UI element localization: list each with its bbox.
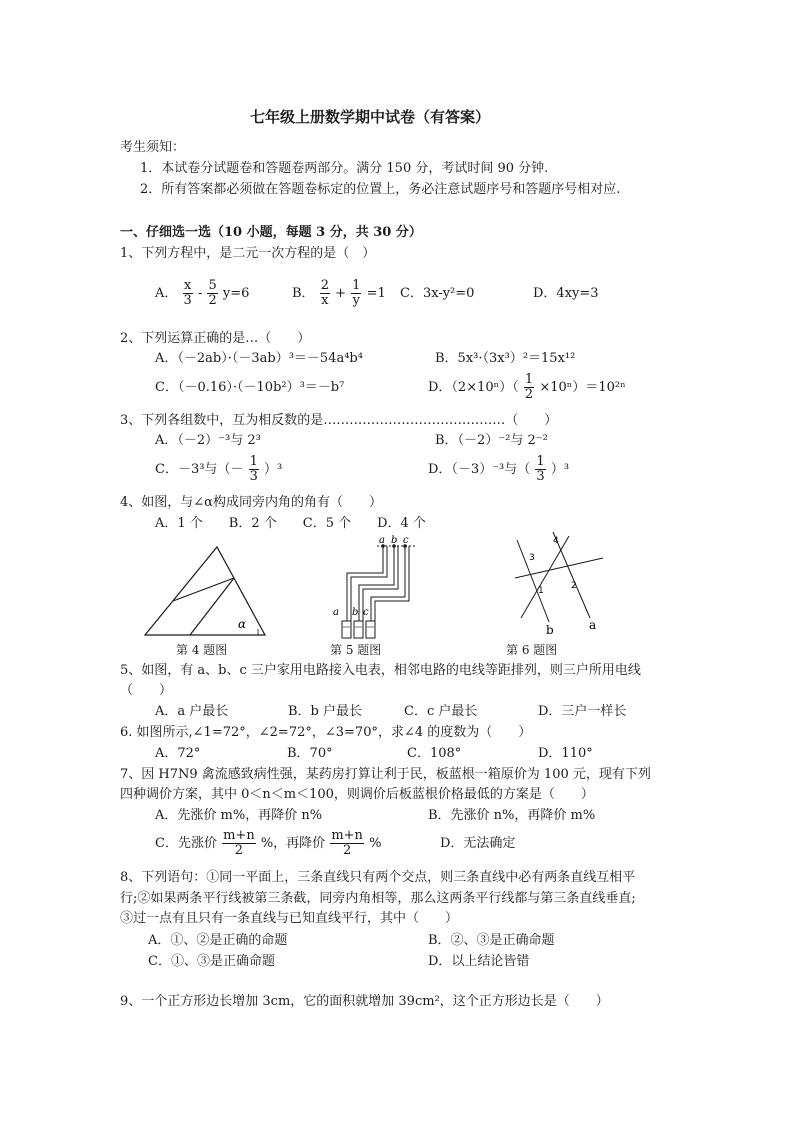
fraction [330,829,364,858]
fraction-numerator: m+n [223,828,255,843]
question-5-option-a: A．a 户最长 [155,704,229,719]
question-8-stem: 8、下列语句：①同一平面上，三条直线只有两个交点，则三条直线中必有两条直线互相平 [120,870,636,885]
question-7-option-c [155,826,381,862]
question-7-option-d: D．无法确定 [440,836,516,851]
question-6-option-d: D．110° [538,746,593,761]
figure-5-wiring [325,533,420,643]
fraction-numerator: 2 [320,278,329,293]
figure-6-line-a: a [589,618,597,632]
fraction-denominator: x [321,293,329,308]
operator: - [197,286,207,301]
question-8-stem-cont-2: ③过一点有且只有一条直线与已知直线平行，其中（ ） [120,911,459,926]
question-1-option-a [155,276,249,312]
question-4-stem: 4、如图，与∠α构成同旁内角的角有（ ） [120,495,382,510]
question-4-options: A．1 个 B．2 个 C．5 个 D．4 个 [155,516,426,531]
question-6-option-a: A．72° [155,746,201,761]
question-5-option-b: B．b 户最长 [288,704,363,719]
notice-item-1: 1．本试卷分试题卷和答题卷两部分。满分 150 分，考试时间 90 分钟. [140,161,549,176]
question-1-option-b [292,276,386,312]
expression-suffix: % [369,836,382,851]
notice-item-2: 2．所有答案都必须做在答题卷标定的位置上，务必注意试题序号和答题序号相对应. [140,182,621,197]
question-7-option-b: B．先涨价 n%，再降价 m% [428,808,596,823]
fraction [183,279,193,308]
question-1-option-d: D．4xy=3 [533,286,599,301]
figure-5-label-a-bottom: a [333,607,339,618]
figure-5-label-b-top: b [391,535,398,546]
figure-6-lines [505,530,610,640]
question-3-option-a: A．（－2）⁻³与 2³ [155,433,261,448]
expression-tail: =1 [366,286,386,301]
question-6-stem: 6. 如图所示,∠1=72°，∠2=72°，∠3=70°，求∠4 的度数为（ ） [120,725,532,740]
operator: + [335,286,351,301]
question-1-option-c: C．3x-y²=0 [400,286,475,301]
fraction-numerator: 1 [249,454,258,469]
question-5-stem-cont: （ ） [120,683,173,698]
fraction-numerator: 1 [536,454,545,469]
figure-5-label-c-bottom: c [363,607,369,618]
fraction-numerator: 1 [524,372,534,387]
question-6-option-c: C．108° [407,746,462,761]
question-3-option-b: B．（－2）⁻²与 2⁻² [435,433,548,448]
figure-6-angle-2: 2 [571,581,577,591]
expression-prefix: D．（－3）⁻³与（ [428,462,531,477]
question-2-stem: 2、下列运算正确的是…（ ） [120,331,311,346]
expression-tail: y=6 [222,286,250,301]
question-2-option-c: C．（－0.16）·（－10b²）³＝－b⁷ [155,380,345,395]
question-6-option-b: B．70° [287,746,333,761]
fraction-denominator: 2 [524,387,534,402]
figure-6-caption: 第 6 题图 [506,643,558,657]
figure-4-alpha-label: α [238,617,247,631]
question-7-option-a: A．先涨价 m%，再降价 n% [155,808,323,823]
fraction-denominator: 3 [536,469,545,484]
fraction-denominator: 3 [183,293,192,308]
fraction [535,455,545,484]
question-3-option-c [155,452,282,488]
question-1-stem: 1、下列方程中，是二元一次方程的是（ ） [120,246,376,261]
expression-suffix: ）³ [550,462,570,477]
question-5-option-d: D．三户一样长 [538,704,627,719]
question-7-stem: 7、因 H7N9 禽流感致病性强，某药房打算让利于民，板蓝根一箱原价为 100 元，现有下列 [120,767,651,782]
fraction [524,373,534,402]
fraction-numerator: 1 [352,278,361,293]
fraction [222,829,256,858]
figure-6-angle-3-left: 3 [529,553,535,563]
question-3-option-d [428,452,569,488]
notice-heading: 考生须知： [120,140,186,155]
question-2-option-d [428,370,626,406]
expression-suffix: ）³ [264,462,283,477]
fraction-denominator: 2 [342,843,352,858]
figure-5-caption: 第 5 题图 [330,643,382,657]
figure-4-triangle [140,540,270,640]
figure-6-line-b: b [546,623,554,637]
figure-5-label-a-top: a [379,535,385,546]
option-label: B． [292,286,315,301]
figure-6-angle-1: 1 [538,586,544,596]
section-heading: 一、仔细选一选（10 小题，每题 3 分，共 30 分） [120,225,422,240]
fraction-denominator: 2 [234,843,244,858]
question-8-option-c: C．①、③是正确命题 [148,954,275,969]
fraction-numerator: 5 [208,278,217,293]
question-2-option-b: B．5x³·（3x³）²＝15x¹² [435,351,576,366]
fraction [320,279,330,308]
fraction [351,279,361,308]
question-9-stem: 9、一个正方形边长增加 3cm，它的面积就增加 39cm²，这个正方形边长是（ ） [120,994,609,1009]
fraction [249,455,259,484]
question-7-stem-cont: 四种调价方案，其中 0＜n＜m＜100，则调价后板蓝根价格最低的方案是（ ） [120,787,594,802]
option-label: A． [155,286,178,301]
expression-prefix: C．－3³与（－ [155,462,244,477]
figure-5-label-b-bottom: b [352,607,359,618]
question-2-option-a: A．（－2ab）·（－3ab）³＝－54a⁴b⁴ [155,351,363,366]
expression-middle: %，再降价 [260,836,326,851]
fraction-denominator: y [352,293,360,308]
figure-4-caption: 第 4 题图 [176,643,228,657]
question-8-option-d: D．以上结论皆错 [428,954,530,969]
fraction [207,279,217,308]
question-5-option-c: C．c 户最长 [404,704,478,719]
expression-suffix: ×10ⁿ）＝10²ⁿ [539,380,626,395]
page-title: 七年级上册数学期中试卷（有答案） [250,108,491,126]
fraction-numerator: m+n [331,828,363,843]
question-5-stem: 5、如图，有 a、b、c 三户家用电路接入电表，相邻电路的电线等距排列，则三户所用电线 [120,663,641,678]
question-8-option-b: B．②、③是正确命题 [428,933,555,948]
fraction-denominator: 3 [249,469,258,484]
fraction-denominator: 2 [208,293,217,308]
expression-prefix: D．（2×10ⁿ）（ [428,380,519,395]
figure-5-label-c-top: c [403,535,409,546]
figure-6-angle-4: 4 [553,536,559,546]
expression-prefix: C．先涨价 [155,836,217,851]
fraction-numerator: x [184,278,192,293]
question-8-option-a: A．①、②是正确的命题 [148,933,288,948]
question-3-stem: 3、下列各组数中，互为相反数的是……………………………………（ ） [120,413,558,428]
question-8-stem-cont-1: 行;②如果两条平行线被第三条截，同旁内角相等，那么这两条平行线都与第三条直线垂直; [120,891,636,906]
